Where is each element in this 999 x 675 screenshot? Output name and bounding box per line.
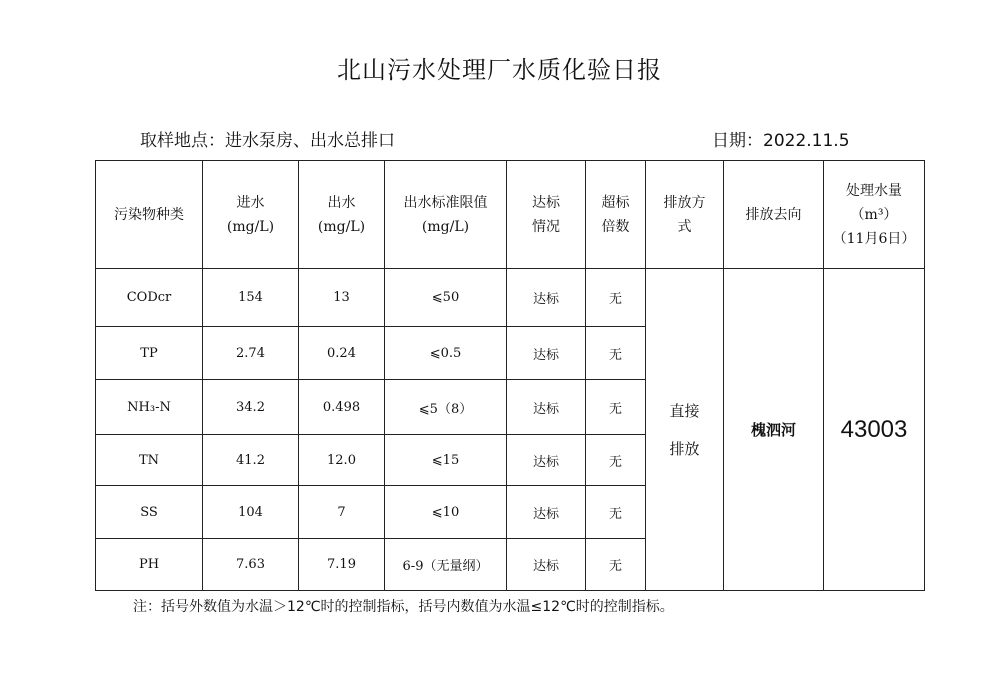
header-method: 排放方 式	[646, 161, 724, 269]
sampling-location: 取样地点：进水泵房、出水总排口	[140, 131, 395, 151]
exceed-cell: 无	[586, 435, 646, 486]
limit-cell: 6-9（无量纲）	[385, 539, 507, 591]
header-limit: 出水标准限值 (mg/L)	[385, 161, 507, 269]
outflow-cell: 7	[299, 486, 385, 539]
header-outflow: 出水 (mg/L)	[299, 161, 385, 269]
inflow-cell: 34.2	[203, 380, 299, 435]
outflow-cell: 7.19	[299, 539, 385, 591]
exceed-cell: 无	[586, 269, 646, 327]
exceed-cell: 无	[586, 380, 646, 435]
pollutant-cell: TP	[96, 327, 203, 380]
outflow-cell: 0.498	[299, 380, 385, 435]
pollutant-cell: NH₃-N	[96, 380, 203, 435]
outflow-cell: 0.24	[299, 327, 385, 380]
inflow-cell: 7.63	[203, 539, 299, 591]
limit-cell: ⩽15	[385, 435, 507, 486]
compliance-cell: 达标	[507, 486, 586, 539]
report-title: 北山污水处理厂水质化验日报	[337, 56, 662, 84]
outflow-cell: 12.0	[299, 435, 385, 486]
compliance-cell: 达标	[507, 435, 586, 486]
compliance-cell: 达标	[507, 380, 586, 435]
limit-cell: ⩽0.5	[385, 327, 507, 380]
outflow-cell: 13	[299, 269, 385, 327]
exceed-cell: 无	[586, 539, 646, 591]
inflow-cell: 154	[203, 269, 299, 327]
compliance-cell: 达标	[507, 269, 586, 327]
table-row	[96, 269, 925, 327]
compliance-cell: 达标	[507, 327, 586, 380]
exceed-cell: 无	[586, 327, 646, 380]
pollutant-cell: CODcr	[96, 269, 203, 327]
pollutant-cell: PH	[96, 539, 203, 591]
exceed-cell: 无	[586, 486, 646, 539]
limit-cell: ⩽5（8）	[385, 380, 507, 435]
limit-cell: ⩽50	[385, 269, 507, 327]
discharge-method-cell: 直接 排放	[646, 269, 724, 591]
compliance-cell: 达标	[507, 539, 586, 591]
header-exceed: 超标 倍数	[586, 161, 646, 269]
header-pollutant: 污染物种类	[96, 161, 203, 269]
header-volume: 处理水量 （m³） （11月6日）	[824, 161, 925, 269]
header-destination: 排放去向	[724, 161, 824, 269]
inflow-cell: 104	[203, 486, 299, 539]
inflow-cell: 2.74	[203, 327, 299, 380]
header-inflow: 进水 (mg/L)	[203, 161, 299, 269]
water-quality-table	[95, 160, 925, 591]
limit-cell: ⩽10	[385, 486, 507, 539]
report-date: 日期：2022.11.5	[712, 131, 850, 151]
pollutant-cell: SS	[96, 486, 203, 539]
treated-volume-cell: 43003	[824, 269, 925, 591]
header-compliance: 达标 情况	[507, 161, 586, 269]
inflow-cell: 41.2	[203, 435, 299, 486]
footnote: 注：括号外数值为水温＞12℃时的控制指标，括号内数值为水温≤12℃时的控制指标。	[133, 599, 674, 615]
header-row	[96, 161, 925, 269]
pollutant-cell: TN	[96, 435, 203, 486]
discharge-destination-cell: 槐泗河	[724, 269, 824, 591]
